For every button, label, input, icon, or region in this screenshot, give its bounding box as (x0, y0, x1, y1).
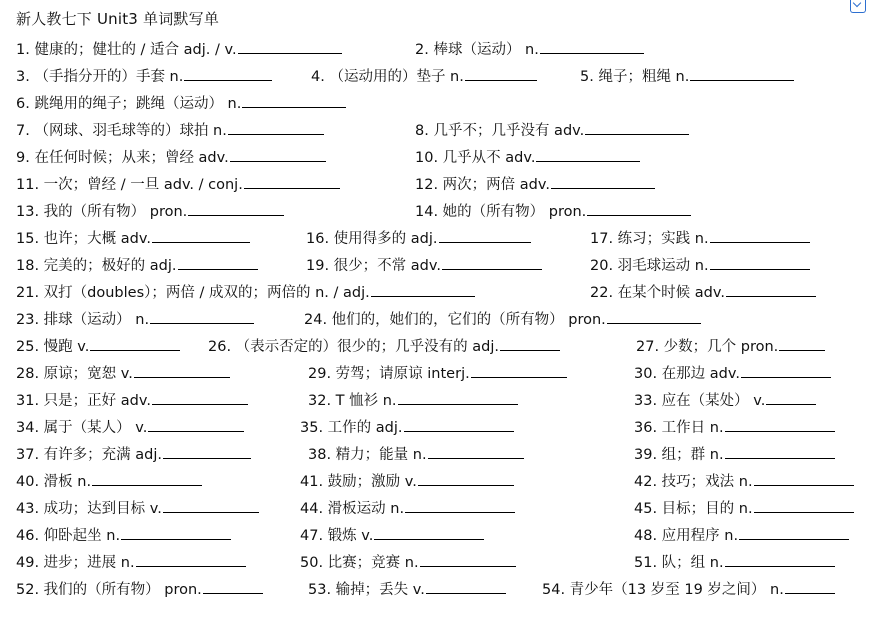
answer-blank-8[interactable] (585, 120, 689, 135)
answer-blank-6[interactable] (242, 93, 346, 108)
vocab-item-54: 54. 青少年（13 岁至 19 岁之间） n. (542, 582, 784, 598)
vocab-item-44: 44. 滑板运动 n. (300, 501, 405, 517)
answer-blank-54[interactable] (785, 579, 835, 594)
answer-blank-1[interactable] (238, 39, 342, 54)
answer-blank-26[interactable] (500, 336, 560, 351)
answer-blank-20[interactable] (710, 255, 810, 270)
answer-blank-35[interactable] (404, 417, 514, 432)
vocab-item-45: 45. 目标；目的 n. (634, 501, 753, 517)
answer-blank-30[interactable] (741, 363, 831, 378)
answer-blank-40[interactable] (92, 471, 202, 486)
answer-blank-32[interactable] (398, 390, 518, 405)
answer-blank-34[interactable] (148, 417, 244, 432)
vocab-item-29: 29. 劳驾；请原谅 interj. (308, 366, 470, 382)
vocab-item-23: 23. 排球（运动） n. (16, 312, 150, 328)
answer-blank-44[interactable] (405, 498, 515, 513)
vocab-item-21: 21. 双打（doubles）；两倍 / 成双的；两倍的 n. / adj. (16, 285, 370, 301)
vocab-item-5: 5. 绳子；粗绳 n. (580, 69, 690, 85)
vocab-item-41: 41. 鼓励；激励 v. (300, 474, 417, 490)
vocab-item-19: 19. 很少；不常 adv. (306, 258, 441, 274)
vocab-item-34: 34. 属于（某人） v. (16, 420, 148, 436)
vocab-item-36: 36. 工作日 n. (634, 420, 724, 436)
answer-blank-22[interactable] (726, 282, 816, 297)
answer-blank-45[interactable] (754, 498, 854, 513)
vocab-item-25: 25. 慢跑 v. (16, 339, 90, 355)
answer-blank-21[interactable] (371, 282, 475, 297)
answer-blank-33[interactable] (766, 390, 816, 405)
vocab-item-47: 47. 锻炼 v. (300, 528, 374, 544)
answer-blank-47[interactable] (374, 525, 484, 540)
vocab-item-33: 33. 应在（某处） v. (634, 393, 766, 409)
vocab-item-11: 11. 一次；曾经 / 一旦 adv. / conj. (16, 177, 243, 193)
vocab-item-13: 13. 我的（所有物） pron. (16, 204, 188, 220)
vocab-item-4: 4. （运动用的）垫子 n. (311, 69, 464, 85)
answer-blank-51[interactable] (725, 552, 835, 567)
vocab-item-7: 7. （网球、羽毛球等的）球拍 n. (16, 123, 227, 139)
vocab-item-26: 26. （表示否定的）很少的；几乎没有的 adj. (208, 339, 500, 355)
vocab-item-9: 9. 在任何时候；从来；曾经 adv. (16, 150, 229, 166)
answer-blank-9[interactable] (230, 147, 326, 162)
answer-blank-48[interactable] (739, 525, 849, 540)
answer-blank-49[interactable] (136, 552, 246, 567)
answer-blank-52[interactable] (203, 579, 263, 594)
download-arrow-icon[interactable] (850, 0, 866, 13)
vocab-item-51: 51. 队；组 n. (634, 555, 724, 571)
answer-blank-24[interactable] (607, 309, 701, 324)
vocab-item-10: 10. 几乎从不 adv. (415, 150, 536, 166)
vocab-item-28: 28. 原谅；宽恕 v. (16, 366, 133, 382)
answer-blank-14[interactable] (587, 201, 691, 216)
answer-blank-42[interactable] (754, 471, 854, 486)
vocab-item-17: 17. 练习；实践 n. (590, 231, 709, 247)
answer-blank-12[interactable] (551, 174, 655, 189)
vocab-item-52: 52. 我们的（所有物） pron. (16, 582, 202, 598)
vocab-item-3: 3. （手指分开的）手套 n. (16, 69, 184, 85)
vocab-item-38: 38. 精力；能量 n. (308, 447, 427, 463)
vocab-item-30: 30. 在那边 adv. (634, 366, 740, 382)
answer-blank-36[interactable] (725, 417, 835, 432)
answer-blank-17[interactable] (710, 228, 810, 243)
vocab-item-42: 42. 技巧；戏法 n. (634, 474, 753, 490)
vocab-item-6: 6. 跳绳用的绳子；跳绳（运动） n. (16, 96, 242, 112)
answer-blank-29[interactable] (471, 363, 567, 378)
answer-blank-25[interactable] (90, 336, 180, 351)
vocab-item-53: 53. 输掉；丢失 v. (308, 582, 425, 598)
vocab-item-16: 16. 使用得多的 adj. (306, 231, 438, 247)
answer-blank-13[interactable] (188, 201, 284, 216)
vocab-item-48: 48. 应用程序 n. (634, 528, 739, 544)
vocab-item-14: 14. 她的（所有物） pron. (415, 204, 587, 220)
answer-blank-28[interactable] (134, 363, 230, 378)
answer-blank-5[interactable] (690, 66, 794, 81)
vocab-item-37: 37. 有许多；充满 adj. (16, 447, 163, 463)
vocab-item-8: 8. 几乎不；几乎没有 adv. (415, 123, 585, 139)
vocab-item-1: 1. 健康的；健壮的 / 适合 adj. / v. (16, 42, 237, 58)
answer-blank-18[interactable] (178, 255, 258, 270)
answer-blank-41[interactable] (418, 471, 514, 486)
vocab-item-49: 49. 进步；进展 n. (16, 555, 135, 571)
vocab-item-22: 22. 在某个时候 adv. (590, 285, 725, 301)
vocab-item-50: 50. 比赛；竞赛 n. (300, 555, 419, 571)
vocab-item-35: 35. 工作的 adj. (300, 420, 403, 436)
answer-blank-19[interactable] (442, 255, 542, 270)
vocab-item-43: 43. 成功；达到目标 v. (16, 501, 162, 517)
answer-blank-38[interactable] (428, 444, 524, 459)
vocab-item-15: 15. 也许；大概 adv. (16, 231, 151, 247)
vocab-item-2: 2. 棒球（运动） n. (415, 42, 539, 58)
answer-blank-27[interactable] (779, 336, 825, 351)
answer-blank-50[interactable] (420, 552, 516, 567)
answer-blank-7[interactable] (228, 120, 324, 135)
vocab-item-12: 12. 两次；两倍 adv. (415, 177, 550, 193)
answer-blank-37[interactable] (163, 444, 251, 459)
answer-blank-10[interactable] (536, 147, 640, 162)
answer-blank-4[interactable] (465, 66, 537, 81)
answer-blank-39[interactable] (725, 444, 835, 459)
vocab-item-20: 20. 羽毛球运动 n. (590, 258, 709, 274)
answer-blank-46[interactable] (121, 525, 231, 540)
answer-blank-2[interactable] (540, 39, 644, 54)
answer-blank-53[interactable] (426, 579, 506, 594)
vocab-item-27: 27. 少数；几个 pron. (636, 339, 779, 355)
answer-blank-11[interactable] (244, 174, 340, 189)
vocab-item-46: 46. 仰卧起坐 n. (16, 528, 121, 544)
vocab-item-40: 40. 滑板 n. (16, 474, 92, 490)
answer-blank-16[interactable] (439, 228, 531, 243)
answer-blank-15[interactable] (152, 228, 250, 243)
answer-blank-3[interactable] (184, 66, 272, 81)
vocab-item-32: 32. T 恤衫 n. (308, 393, 397, 409)
answer-blank-31[interactable] (152, 390, 248, 405)
answer-blank-23[interactable] (150, 309, 254, 324)
worksheet-title: 新人教七下 Unit3 单词默写单 (16, 10, 220, 28)
vocab-item-39: 39. 组；群 n. (634, 447, 724, 463)
answer-blank-43[interactable] (163, 498, 259, 513)
vocab-item-24: 24. 他们的，她们的，它们的（所有物） pron. (304, 312, 606, 328)
vocab-item-18: 18. 完美的；极好的 adj. (16, 258, 177, 274)
vocab-item-31: 31. 只是；正好 adv. (16, 393, 151, 409)
